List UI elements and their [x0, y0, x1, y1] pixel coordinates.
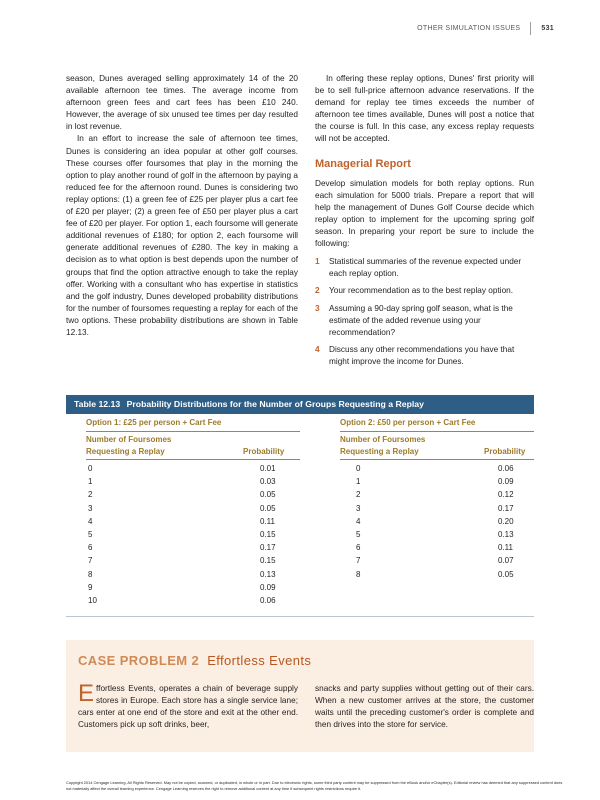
list-item-text: Discuss any other recommendations you have that might improve the income for Dunes.: [329, 344, 515, 366]
option1-probability-cell: 0.01: [260, 464, 276, 473]
table-title-bar: [66, 395, 534, 414]
option1-foursomes-cell: 3: [88, 503, 93, 513]
option1-probability-cell: 0.17: [260, 543, 276, 553]
option2-probability-cell: 0.17: [498, 503, 514, 513]
case-problem-title: [78, 653, 311, 668]
option2-foursomes-cell: 0: [356, 464, 361, 473]
option2-probability-cell: 0.06: [498, 464, 514, 473]
case-left-text: ffortless Events, operates a chain of beverage supply stores in Europe. Each store has a single service lane; cars enter at one end of the store and exit at the other end. Customers pick up soft drinks, beer,: [78, 684, 298, 730]
left-text-column: [66, 73, 298, 339]
right-text-column: [315, 73, 534, 373]
option1-probability-cell: 0.03: [260, 477, 276, 487]
case-problem-name: Effortless Events: [207, 653, 312, 668]
drop-cap: E: [78, 680, 95, 707]
left-paragraph-2: In an effort to increase the sale of afternoon tee times, Dunes is considering an idea popular at other golf courses. These courses offer foursomes that play in the morning the option to play another round of golf in the afternoon by paying a reduced fee for the afternoon round. Dunes is considering two replay options: (1) a green fee of £25 per player plus a cart fee of £20 per player; (2) a green fee of £50 per player plus a cart fee of £20 per player. For option 1, each foursome will generate additional revenues of £180; for option 2, each foursome will generate additional revenues of £280. The key in making a decision as to what option is best depends upon the number of groups that find the option attractive enough to take the replay offer. Working with a consultant who has expertise in statistics and the golf industry, Dunes developed probability distributions for the number of foursomes requesting a replay for each of the two options. These probability distributions are shown in Table 12.13.: [66, 134, 298, 337]
option2-foursomes-cell: 3: [356, 503, 361, 513]
list-item-text: Statistical summaries of the revenue expected under each replay option.: [329, 257, 522, 279]
option2-header: Option 2: £50 per person + Cart Fee: [340, 418, 476, 427]
list-item: [315, 344, 534, 368]
option1-probability-cell: 0.06: [260, 596, 276, 605]
option1-probability-cell: 0.15: [260, 530, 276, 539]
option1-col1-header-line2: Requesting a Replay: [86, 447, 165, 456]
option1-header-rule: [86, 431, 300, 432]
option2-foursomes-cell: 4: [356, 516, 361, 526]
option1-foursomes-cell: 7: [88, 556, 93, 566]
right-paragraph-2: Develop simulation models for both replay options. Run each simulation for 5000 trials. Prepare a report that will help the management of Dunes Golf Course decide which replay option to implement for the upcoming spring golf season. In preparing your report be sure to include the following:: [315, 178, 534, 249]
list-item: [315, 303, 534, 339]
probability-table: [66, 414, 534, 617]
option1-col1-header-line1: Number of Foursomes: [86, 435, 172, 444]
section-title: OTHER SIMULATION ISSUES: [417, 25, 521, 32]
option2-column-header-rule: [340, 459, 534, 460]
case-left-column: [78, 680, 298, 731]
option1-foursomes-cell: 9: [88, 582, 93, 592]
report-items-list: [315, 256, 534, 368]
option1-foursomes-cell: 1: [88, 477, 93, 487]
list-item-number: 3: [315, 303, 320, 313]
copyright-notice: Copyright 2014 Cengage Learning. All Rights Reserved. May not be copied, scanned, or duplicated, in whole or in part. Due to electronic rights, some third party content may be suppressed from the eBook and/or eChapter(s). Editorial review has deemed that any suppressed content does not materially affect the overall learning experience. Cengage Learning reserves the right to remove additional content at any time if subsequent rights restrictions require it.: [66, 780, 563, 791]
option1-foursomes-cell: 4: [88, 516, 93, 526]
header-divider: [530, 22, 531, 35]
option2-probability-cell: 0.20: [498, 516, 514, 526]
running-header: [417, 22, 554, 35]
list-item-text: Your recommendation as to the best replay option.: [329, 286, 514, 296]
list-item-number: 2: [315, 286, 320, 296]
option2-probability-cell: 0.07: [498, 556, 514, 566]
left-paragraph-1: season, Dunes averaged selling approximately 14 of the 20 available afternoon tee times. The average income from afternoon green fees and cart fees has been £10 240. However, the average of six unused tee times per day resulted in lost revenue.: [66, 74, 298, 132]
page-number: 531: [541, 25, 554, 32]
option2-foursomes-cell: 5: [356, 530, 361, 539]
option1-header: Option 1: £25 per person + Cart Fee: [86, 418, 222, 427]
option2-col1-header-line2: Requesting a Replay: [340, 447, 419, 456]
option2-probability-cell: 0.09: [498, 477, 514, 487]
option2-foursomes-cell: 6: [356, 543, 361, 553]
option2-probability-cell: 0.12: [498, 490, 514, 500]
option2-foursomes-cell: 8: [356, 569, 361, 579]
option1-col2-header: Probability: [243, 447, 285, 456]
list-item-text: Assuming a 90-day spring golf season, what is the estimate of the added revenue using your recommendation?: [329, 303, 513, 337]
option1-foursomes-cell: 6: [88, 543, 93, 553]
list-item-number: 4: [315, 344, 320, 354]
option2-foursomes-cell: 2: [356, 490, 361, 500]
option1-probability-cell: 0.05: [260, 503, 276, 513]
option1-probability-cell: 0.09: [260, 582, 276, 592]
case-right-column: [315, 683, 534, 731]
option2-col1-header-line1: Number of Foursomes: [340, 435, 426, 444]
option1-foursomes-cell: 5: [88, 530, 93, 539]
table-label: Table 12.13: [74, 399, 121, 409]
option2-header-rule: [340, 431, 534, 432]
option1-foursomes-cell: 8: [88, 569, 93, 579]
case-right-text: snacks and party supplies without getting out of their cars. When a new customer arrives at the store, the customer waits until the preceding customer's order is complete and then drives into the store for service.: [315, 684, 534, 730]
option2-probability-cell: 0.11: [498, 543, 513, 553]
option2-probability-cell: 0.05: [498, 569, 514, 579]
option1-foursomes-cell: 0: [88, 464, 93, 473]
option1-probability-cell: 0.15: [260, 556, 276, 566]
option1-column-header-rule: [86, 459, 300, 460]
option1-probability-cell: 0.13: [260, 569, 276, 579]
list-item: [315, 285, 534, 297]
table-title: Probability Distributions for the Number of Groups Requesting a Replay: [126, 399, 424, 409]
case-problem-label: CASE PROBLEM 2: [78, 653, 200, 668]
option2-foursomes-cell: 7: [356, 556, 361, 566]
option2-col2-header: Probability: [484, 447, 526, 456]
option1-foursomes-cell: 10: [88, 596, 97, 605]
option2-foursomes-cell: 1: [356, 477, 361, 487]
list-item-number: 1: [315, 257, 320, 267]
option1-foursomes-cell: 2: [88, 490, 93, 500]
right-paragraph-1: In offering these replay options, Dunes' first priority will be to sell full-price afternoon advance reservations. If the demand for replay tee times exceeds the number of afternoon tee times available, Dunes will post a notice that the course is full. In this case, any excess replay requests will not be accepted.: [315, 74, 534, 144]
list-item: [315, 256, 534, 280]
option2-probability-cell: 0.13: [498, 530, 514, 539]
managerial-report-heading: Managerial Report: [315, 157, 411, 170]
option1-probability-cell: 0.05: [260, 490, 276, 500]
option1-probability-cell: 0.11: [260, 516, 275, 526]
